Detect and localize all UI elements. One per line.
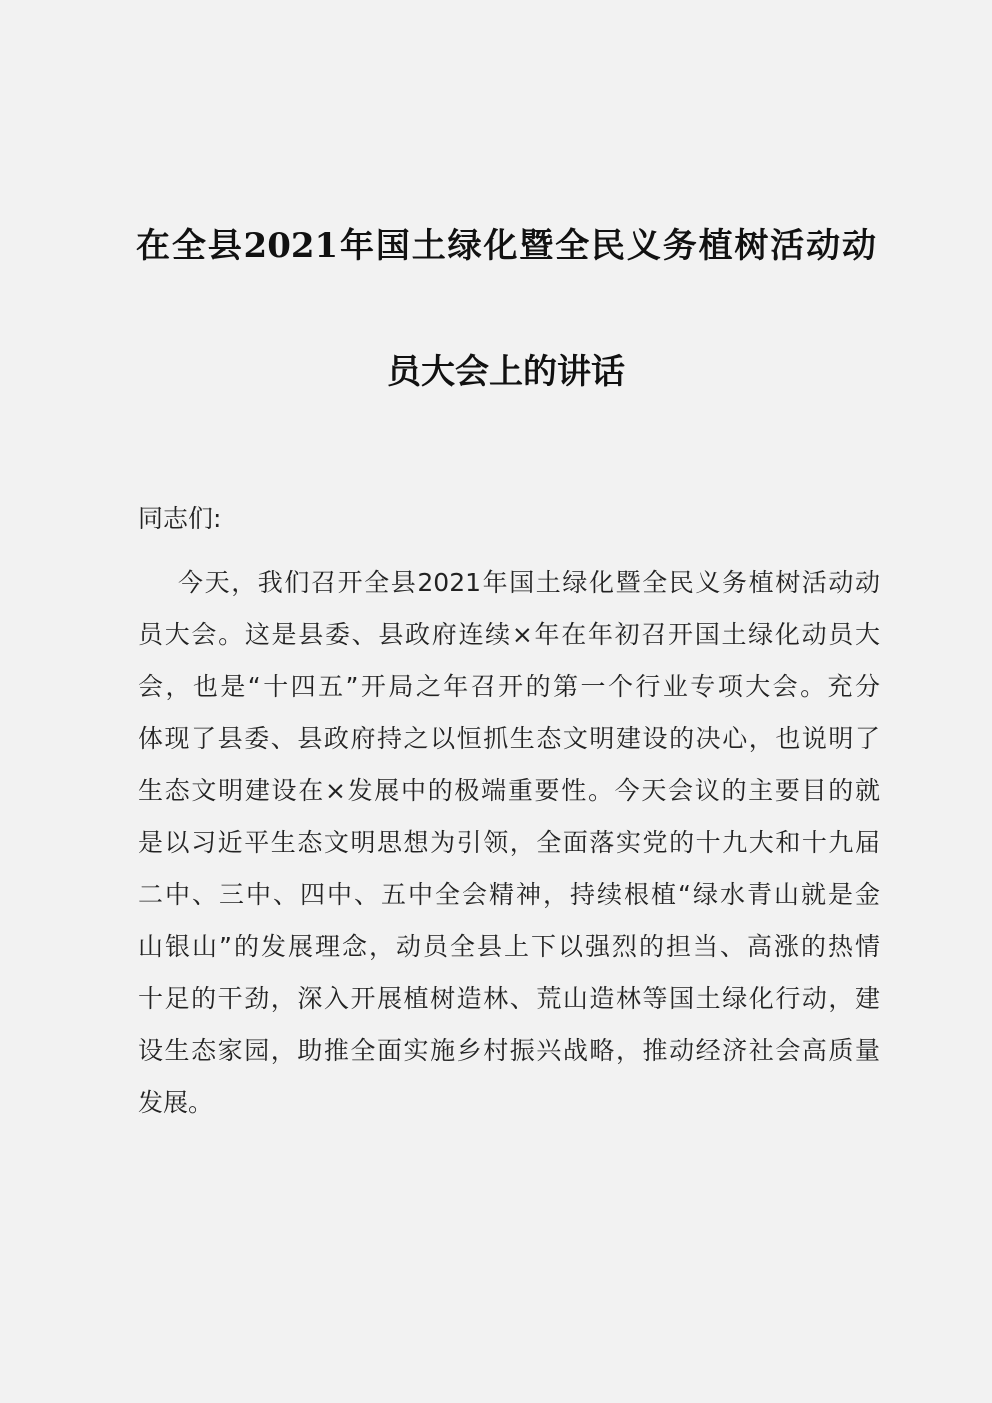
body-line: 设生态家园，助推全面实施乡村振兴战略，推动经济社会高质量	[138, 1036, 880, 1065]
body-line: 是以习近平生态文明思想为引领，全面落实党的十九大和十九届	[138, 828, 880, 857]
document-title-line-2: 员大会上的讲话	[387, 352, 625, 392]
body-line: 二中、三中、四中、五中全会精神，持续根植“绿水青山就是金	[138, 880, 880, 909]
body-line: 发展。	[138, 1088, 214, 1117]
body-line: 今天，我们召开全县2021年国土绿化暨全民义务植树活动动	[178, 568, 880, 597]
document-title-line-1: 在全县2021年国土绿化暨全民义务植树活动动	[136, 226, 876, 266]
body-line: 员大会。这是县委、县政府连续×年在年初召开国土绿化动员大	[138, 620, 880, 649]
body-line: 山银山”的发展理念，动员全县上下以强烈的担当、高涨的热情	[138, 932, 880, 961]
body-line: 会，也是“十四五”开局之年召开的第一个行业专项大会。充分	[138, 672, 880, 701]
salutation: 同志们:	[138, 504, 222, 533]
body-line: 十足的干劲，深入开展植树造林、荒山造林等国土绿化行动，建	[138, 984, 880, 1013]
body-line: 生态文明建设在×发展中的极端重要性。今天会议的主要目的就	[138, 776, 880, 805]
body-line: 体现了县委、县政府持之以恒抓生态文明建设的决心，也说明了	[138, 724, 880, 753]
